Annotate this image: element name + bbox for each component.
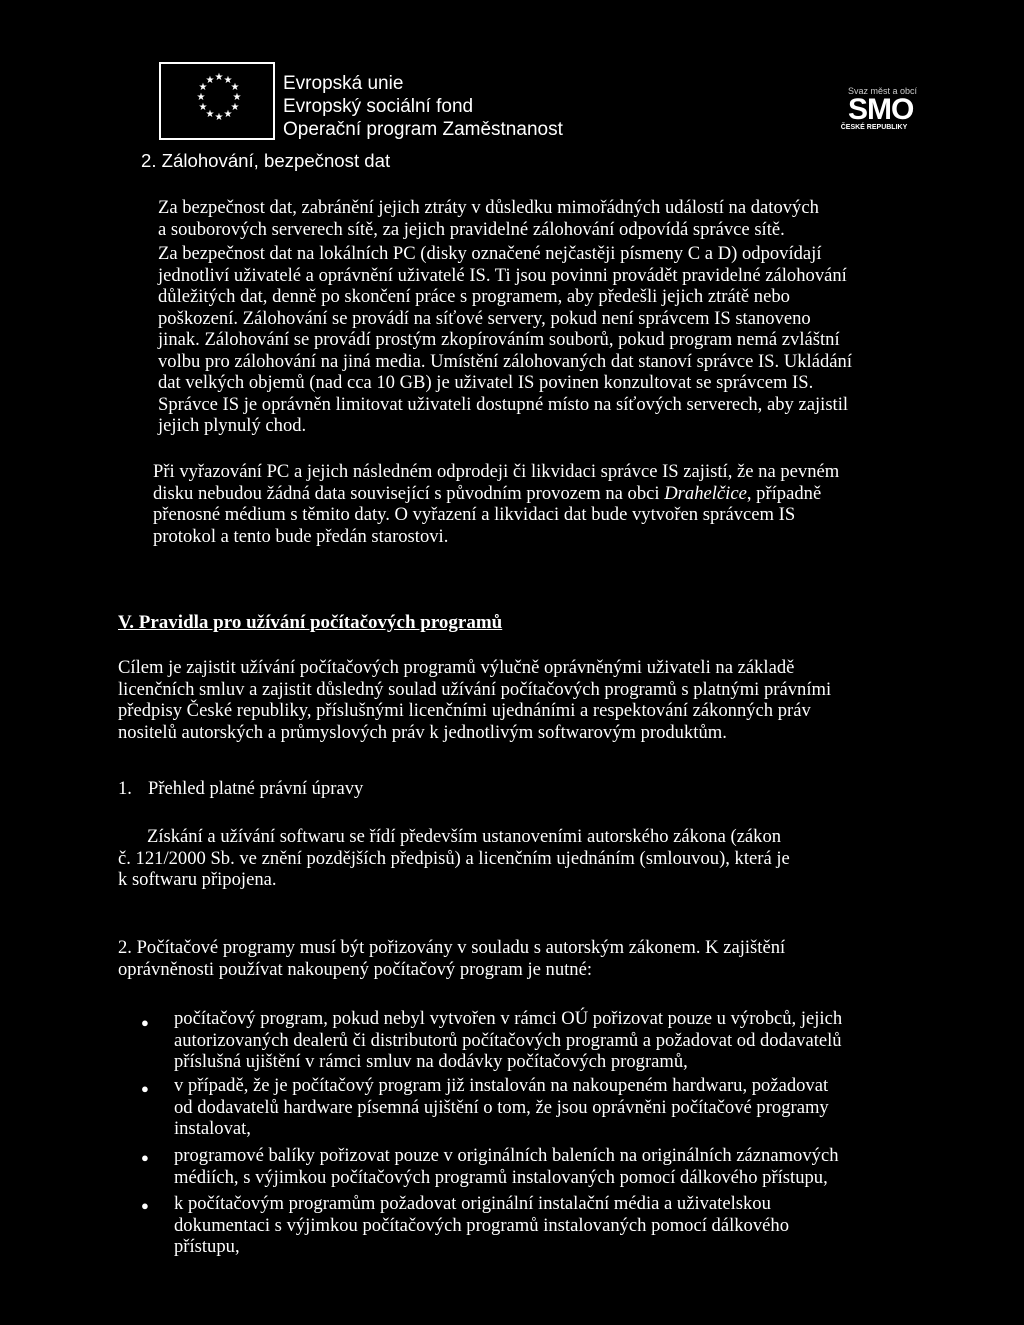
- section-v-intro: Cílem je zajistit užívání počítačových programů výlučně oprávněnými uživateli na základě licenčních smluv a zajistit důsledný soulad užívání počítačových programů s platnými právními předpisy České republiky, příslušnými licenčními ujednáními a respektování zákonných práv nositelů autorských a průmyslových práv k jednotlivým softwarovým produktům.: [118, 657, 832, 743]
- bullet-icon: ●: [141, 1081, 149, 1096]
- svg-text:★: ★: [198, 82, 208, 93]
- svg-text:★: ★: [198, 102, 208, 113]
- svg-text:★: ★: [205, 109, 215, 120]
- list-item: počítačový program, pokud nebyl vytvořen v rámci OÚ pořizovat pouze u výrobců, jejich autorizovaných dealerů či distributorů počítačových programů a požadovat od dodavatelů příslušná ujištění v rámci smluv na dodávky počítačových programů,: [174, 1008, 843, 1072]
- svg-text:★: ★: [223, 75, 233, 86]
- eu-stars-icon: [161, 64, 273, 138]
- backup-paragraph: Za bezpečnost dat, zabránění jejich ztráty v důsledku mimořádných událostí na datových a souborových serverech sítě, za jejich pravidelné zálohování odpovídá správce sítě. Za bezpečnost dat na lokálních PC (disky označené nejčastěji písmeny C a D) odpovídají jednotliví uživatelé a oprávnění uživatelé IS. Ti jsou povinni provádět pravidelné zálohování důležitých dat, denně po skončení práce s programem, aby předešli jejich ztrátě nebo poškození. Zálohování se provádí na síťové servery, pokud není správcem IS stanoveno jinak. Zálohování se provádí prostým zkopírováním souborů, pokud program nemá zvláštní volbu pro zálohování na jiná media. Umístění zálohovaných dat stanoví správce IS. Ukládání dat velkých objemů (nad cca 10 GB) je uživatel IS povinen konzultovat se správcem IS. Správce IS je oprávněn limitovat uživateli dostupné místo na síťových serverech, aby zajistil jejich plynulý chod.: [158, 197, 852, 436]
- disposal-paragraph: Při vyřazování PC a jejich následném odprodeji či likvidaci správce IS zajistí, že na pevném disku nebudou žádná data související s původním provozem na obci Drahelčice, případně přenosné médium s těmito daty. O vyřazení a likvidaci dat bude vytvořen správcem IS protokol a tento bude předán starostovi.: [153, 461, 840, 547]
- section-v-title: V. Pravidla pro užívání počítačových programů: [118, 612, 503, 633]
- eu-line-2: Evropský sociální fond: [283, 96, 474, 117]
- list-item: k počítačovým programům požadovat originální instalační média a uživatelskou dokumentaci s výjimkou počítačových programů instalovaných pomocí dálkového přístupu,: [174, 1193, 790, 1257]
- svg-text:★: ★: [196, 92, 206, 103]
- eu-flag-logo: [159, 62, 275, 140]
- smo-logo: Svaz měst a obcí SMO ČESKÉ REPUBLIKY: [840, 86, 918, 131]
- svg-text:★: ★: [223, 109, 233, 120]
- svg-text:★: ★: [205, 75, 215, 86]
- svg-text:★: ★: [230, 102, 240, 113]
- bullet-icon: ●: [141, 1015, 149, 1030]
- section-2-title: 2. Zálohování, bezpečnost dat: [141, 150, 391, 171]
- bullet-icon: ●: [141, 1198, 149, 1213]
- svg-text:★: ★: [214, 112, 224, 123]
- bullet-icon: ●: [141, 1150, 149, 1165]
- item-1-number: 1.: [118, 778, 132, 799]
- svg-text:★: ★: [232, 92, 242, 103]
- list-item: programové balíky pořizovat pouze v originálních baleních na originálních záznamových médiích, s výjimkou počítačových programů instalovaných pomocí dálkového přístupu,: [174, 1145, 839, 1188]
- eu-line-1: Evropská unie: [283, 73, 404, 94]
- item-1-body: Získání a užívání softwaru se řídí především ustanoveními autorského zákona (zákon č. 121/2000 Sb. ve znění pozdějších předpisů) a licenčním ujednáním (smlouvou), která je k softwaru připojena.: [118, 826, 790, 890]
- eu-line-3: Operační program Zaměstnanost: [283, 119, 563, 140]
- eu-funding-text: [283, 72, 563, 141]
- list-item: v případě, že je počítačový program již instalován na nakoupeném hardwaru, požadovat od dodavatelů hardware písemná ujištění o tom, že jsou oprávněni počítačové programy instalovat,: [174, 1075, 829, 1139]
- item-2-body: 2. Počítačové programy musí být pořizovány v souladu s autorským zákonem. K zajištění oprávněnosti používat nakoupený počítačový program je nutné:: [118, 937, 786, 980]
- item-1-title: Přehled platné právní úpravy: [148, 778, 364, 799]
- village-name: Drahelčice: [664, 482, 747, 504]
- svg-text:★: ★: [230, 82, 240, 93]
- svg-text:★: ★: [214, 72, 224, 83]
